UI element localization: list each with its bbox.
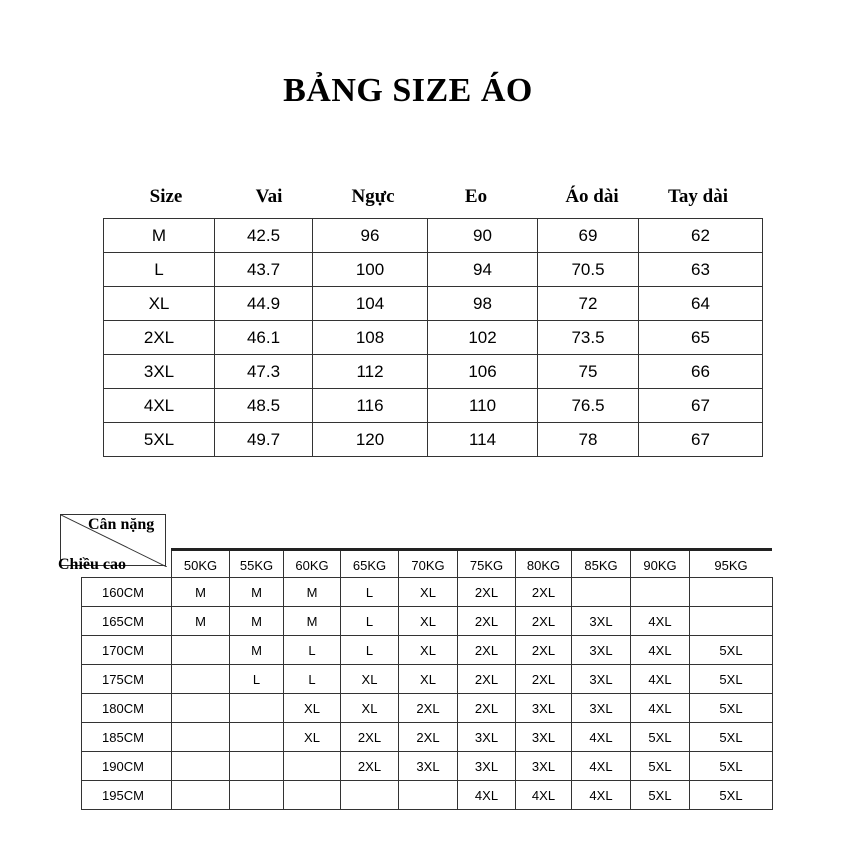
size-value-cell: 106 — [428, 355, 538, 389]
recommended-size-cell: 2XL — [516, 607, 572, 636]
size-value-cell: 112 — [313, 355, 428, 389]
fit-row — [82, 752, 773, 781]
size-label-cell: 2XL — [104, 321, 215, 355]
height-cell: 190CM — [82, 752, 172, 781]
size-label-cell: XL — [104, 287, 215, 321]
size-value-cell: 104 — [313, 287, 428, 321]
recommended-size-cell — [230, 723, 284, 752]
size-value-cell: 116 — [313, 389, 428, 423]
fit-row — [82, 578, 773, 607]
size-label-cell: L — [104, 253, 215, 287]
size-value-cell: 44.9 — [215, 287, 313, 321]
recommended-size-cell — [631, 578, 690, 607]
size-value-cell: 62 — [639, 219, 763, 253]
recommended-size-cell: 2XL — [341, 723, 399, 752]
recommended-size-cell: 3XL — [516, 694, 572, 723]
header-size: Size — [149, 186, 183, 207]
height-cell: 180CM — [82, 694, 172, 723]
weight-header-cell: 70KG — [398, 551, 457, 579]
height-cell: 195CM — [82, 781, 172, 810]
recommended-size-cell: 5XL — [631, 752, 690, 781]
size-value-cell: 78 — [538, 423, 639, 457]
size-value-cell: 100 — [313, 253, 428, 287]
weight-header-row — [171, 548, 772, 579]
size-row — [104, 219, 763, 253]
header-tay-dai: Tay dài — [667, 186, 729, 207]
recommended-size-cell: 3XL — [572, 665, 631, 694]
size-value-cell: 114 — [428, 423, 538, 457]
size-value-cell: 47.3 — [215, 355, 313, 389]
recommended-size-cell — [690, 578, 773, 607]
recommended-size-cell: 4XL — [631, 607, 690, 636]
recommended-size-cell: XL — [399, 636, 458, 665]
recommended-size-cell: 5XL — [690, 636, 773, 665]
size-value-cell: 98 — [428, 287, 538, 321]
recommended-size-cell: 3XL — [572, 607, 631, 636]
size-value-cell: 49.7 — [215, 423, 313, 457]
recommended-size-cell: 2XL — [458, 694, 516, 723]
size-row — [104, 321, 763, 355]
recommended-size-cell: 3XL — [572, 636, 631, 665]
recommended-size-cell — [341, 781, 399, 810]
size-value-cell: 76.5 — [538, 389, 639, 423]
recommended-size-cell: XL — [399, 578, 458, 607]
size-label-cell: M — [104, 219, 215, 253]
size-value-cell: 90 — [428, 219, 538, 253]
size-value-cell: 70.5 — [538, 253, 639, 287]
weight-header-cell: 50KG — [171, 551, 229, 579]
recommended-size-cell — [230, 694, 284, 723]
recommended-size-cell — [230, 781, 284, 810]
recommended-size-cell: 2XL — [458, 578, 516, 607]
height-cell: 160CM — [82, 578, 172, 607]
size-value-cell: 65 — [639, 321, 763, 355]
recommended-size-cell: L — [341, 636, 399, 665]
recommended-size-cell: XL — [341, 694, 399, 723]
corner-height-label: Chiều cao — [58, 556, 126, 573]
recommended-size-cell: 5XL — [631, 781, 690, 810]
recommended-size-cell: 4XL — [631, 694, 690, 723]
height-cell: 170CM — [82, 636, 172, 665]
recommended-size-cell — [172, 781, 230, 810]
weight-header-cell: 75KG — [457, 551, 515, 579]
recommended-size-cell — [230, 752, 284, 781]
recommended-size-cell: M — [284, 578, 341, 607]
size-value-cell: 96 — [313, 219, 428, 253]
fit-row — [82, 781, 773, 810]
size-value-cell: 66 — [639, 355, 763, 389]
recommended-size-cell: 2XL — [341, 752, 399, 781]
weight-header-cell: 95KG — [689, 551, 772, 579]
header-vai: Vai — [255, 186, 283, 207]
recommended-size-cell: 3XL — [516, 752, 572, 781]
size-value-cell: 46.1 — [215, 321, 313, 355]
size-value-cell: 73.5 — [538, 321, 639, 355]
recommended-size-cell — [172, 752, 230, 781]
recommended-size-cell: M — [230, 636, 284, 665]
size-value-cell: 94 — [428, 253, 538, 287]
recommended-size-cell: L — [284, 665, 341, 694]
size-value-cell: 110 — [428, 389, 538, 423]
weight-header-cell: 85KG — [571, 551, 630, 579]
page-title: BẢNG SIZE ÁO — [283, 72, 533, 109]
size-label-cell: 3XL — [104, 355, 215, 389]
size-value-cell: 108 — [313, 321, 428, 355]
recommended-size-cell: 5XL — [690, 665, 773, 694]
size-value-cell: 67 — [639, 389, 763, 423]
recommended-size-cell: XL — [284, 694, 341, 723]
recommended-size-cell: 2XL — [458, 636, 516, 665]
recommended-size-cell: L — [284, 636, 341, 665]
recommended-size-cell — [572, 578, 631, 607]
recommended-size-cell: 4XL — [458, 781, 516, 810]
recommended-size-cell — [284, 781, 341, 810]
recommended-size-cell — [172, 723, 230, 752]
recommended-size-cell: 5XL — [631, 723, 690, 752]
size-label-cell: 4XL — [104, 389, 215, 423]
size-row — [104, 423, 763, 457]
size-row — [104, 287, 763, 321]
recommended-size-cell: XL — [399, 665, 458, 694]
size-row — [104, 389, 763, 423]
recommended-size-cell: M — [230, 578, 284, 607]
recommended-size-cell: M — [172, 607, 230, 636]
fit-row — [82, 636, 773, 665]
recommended-size-cell: 4XL — [516, 781, 572, 810]
recommended-size-cell: 5XL — [690, 694, 773, 723]
recommended-size-cell: XL — [399, 607, 458, 636]
recommended-size-cell: L — [341, 578, 399, 607]
recommended-size-cell: 4XL — [572, 752, 631, 781]
recommended-size-cell: L — [230, 665, 284, 694]
size-value-cell: 43.7 — [215, 253, 313, 287]
fit-table — [81, 577, 773, 810]
weight-header-cell: 80KG — [515, 551, 571, 579]
fit-row — [82, 723, 773, 752]
recommended-size-cell: 3XL — [458, 723, 516, 752]
size-value-cell: 102 — [428, 321, 538, 355]
recommended-size-cell: 2XL — [399, 694, 458, 723]
size-value-cell: 64 — [639, 287, 763, 321]
size-label-cell: 5XL — [104, 423, 215, 457]
recommended-size-cell — [172, 665, 230, 694]
recommended-size-cell: 5XL — [690, 781, 773, 810]
recommended-size-cell: 3XL — [458, 752, 516, 781]
corner-weight-label: Cân nặng — [88, 516, 155, 533]
size-row — [104, 355, 763, 389]
size-table — [103, 218, 763, 457]
size-value-cell: 69 — [538, 219, 639, 253]
weight-header-cell: 60KG — [283, 551, 340, 579]
recommended-size-cell: 4XL — [572, 781, 631, 810]
size-value-cell: 42.5 — [215, 219, 313, 253]
header-ao-dai: Áo dài — [565, 186, 619, 207]
recommended-size-cell: 2XL — [516, 578, 572, 607]
recommended-size-cell — [284, 752, 341, 781]
size-value-cell: 72 — [538, 287, 639, 321]
recommended-size-cell: 2XL — [516, 636, 572, 665]
height-cell: 175CM — [82, 665, 172, 694]
recommended-size-cell: XL — [284, 723, 341, 752]
fit-row — [82, 694, 773, 723]
recommended-size-cell: 5XL — [690, 752, 773, 781]
recommended-size-cell — [172, 636, 230, 665]
recommended-size-cell: 2XL — [399, 723, 458, 752]
recommended-size-cell: 5XL — [690, 723, 773, 752]
size-value-cell: 67 — [639, 423, 763, 457]
recommended-size-cell: 3XL — [399, 752, 458, 781]
recommended-size-cell: 4XL — [631, 665, 690, 694]
recommended-size-cell — [172, 694, 230, 723]
recommended-size-cell — [690, 607, 773, 636]
height-cell: 165CM — [82, 607, 172, 636]
recommended-size-cell: 3XL — [572, 694, 631, 723]
fit-row — [82, 665, 773, 694]
recommended-size-cell: 4XL — [572, 723, 631, 752]
recommended-size-cell: 2XL — [458, 665, 516, 694]
size-value-cell: 120 — [313, 423, 428, 457]
size-value-cell: 63 — [639, 253, 763, 287]
size-value-cell: 48.5 — [215, 389, 313, 423]
recommended-size-cell: 2XL — [458, 607, 516, 636]
weight-header-cell: 90KG — [630, 551, 689, 579]
weight-header-cell: 55KG — [229, 551, 283, 579]
recommended-size-cell: M — [284, 607, 341, 636]
recommended-size-cell: 4XL — [631, 636, 690, 665]
recommended-size-cell: 3XL — [516, 723, 572, 752]
recommended-size-cell: M — [230, 607, 284, 636]
recommended-size-cell: L — [341, 607, 399, 636]
size-value-cell: 75 — [538, 355, 639, 389]
recommended-size-cell — [399, 781, 458, 810]
recommended-size-cell: 2XL — [516, 665, 572, 694]
header-nguc: Ngực — [351, 186, 395, 207]
header-eo: Eo — [464, 186, 488, 207]
recommended-size-cell: XL — [341, 665, 399, 694]
weight-header-cell: 65KG — [340, 551, 398, 579]
recommended-size-cell: M — [172, 578, 230, 607]
size-row — [104, 253, 763, 287]
height-cell: 185CM — [82, 723, 172, 752]
fit-row — [82, 607, 773, 636]
